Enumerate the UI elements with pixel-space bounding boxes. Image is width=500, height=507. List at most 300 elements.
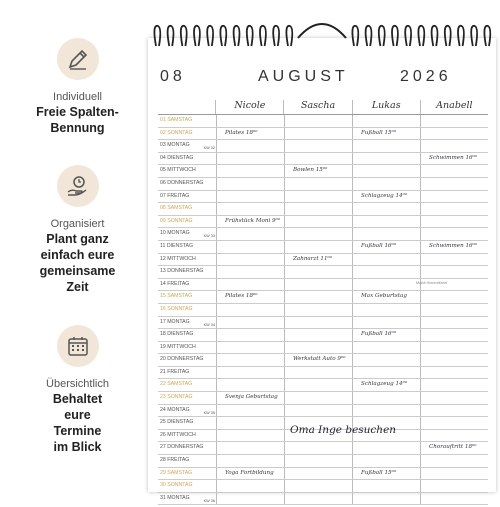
day-row (158, 392, 488, 405)
entry-cell[interactable] (420, 140, 488, 152)
entry-cell[interactable] (420, 115, 488, 127)
day-number: 28 (160, 457, 166, 464)
weekday: SONNTAG (167, 305, 193, 312)
entry-cell[interactable]: Schwimmen 16⁰⁰ (420, 153, 488, 165)
entry-cell[interactable] (420, 430, 488, 442)
weekday: MITTWOCH (167, 255, 196, 262)
entry-cell[interactable]: Pilates 18⁰⁰ (216, 128, 284, 140)
spiral-ring (418, 26, 424, 46)
entry-cell[interactable]: Fußball 15⁰⁰ (352, 468, 420, 480)
feature-main-line: einfach eure (40, 248, 115, 262)
month-number: 08 (160, 68, 186, 85)
day-row (158, 241, 488, 254)
entry-cell[interactable] (216, 493, 284, 505)
entry-cell[interactable]: Schwimmen 16⁰⁰ (420, 241, 488, 253)
day-label (158, 115, 216, 127)
entry-cell[interactable] (420, 379, 488, 391)
day-row (158, 291, 488, 304)
entry-cell[interactable] (352, 342, 420, 354)
column-header[interactable]: Nicole (215, 100, 283, 114)
weekday: MONTAG (167, 230, 190, 237)
weekday: SONNTAG (167, 482, 193, 489)
spiral-ring (168, 26, 174, 46)
calendar-sheet (148, 38, 496, 503)
entry-cell[interactable] (352, 165, 420, 177)
day-label (158, 392, 216, 404)
day-label (158, 405, 216, 417)
day-label (158, 241, 216, 253)
day-number: 14 (160, 280, 166, 287)
spiral-ring (352, 26, 358, 46)
spiral-ring (471, 26, 477, 46)
feature-organisiert (0, 165, 155, 295)
day-label (158, 128, 216, 140)
weekday: SONNTAG (167, 394, 193, 401)
entry-cell[interactable] (420, 417, 488, 429)
day-label (158, 191, 216, 203)
entry-cell[interactable] (352, 493, 420, 505)
calendar-week: KW 34 (203, 322, 215, 327)
entry-cell[interactable]: Frühstück Moni 9⁰⁰ (216, 216, 284, 228)
day-number: 09 (160, 217, 166, 224)
calendar-icon (66, 334, 90, 358)
entry-cell[interactable] (284, 266, 352, 278)
day-row (158, 191, 488, 204)
entry-cell[interactable] (284, 317, 352, 329)
feature-main-line: gemeinsame (39, 264, 116, 278)
entry-cell[interactable] (216, 178, 284, 190)
entry-cell[interactable]: Fußball 16⁰⁰ (352, 241, 420, 253)
entry-cell[interactable] (284, 153, 352, 165)
feature-uebersichtlich (0, 325, 155, 455)
calendar-week: KW 32 (203, 146, 215, 151)
entry-cell[interactable] (420, 468, 488, 480)
entry-cell[interactable] (420, 266, 488, 278)
entry-cell[interactable] (216, 241, 284, 253)
weekday: DONNERSTAG (167, 356, 204, 363)
day-row (158, 115, 488, 128)
entry-cell[interactable] (284, 279, 352, 291)
day-number: 23 (160, 394, 166, 401)
entry-cell[interactable] (420, 203, 488, 215)
entry-cell[interactable] (420, 329, 488, 341)
weekday: DONNERSTAG (167, 268, 204, 275)
weekday: DONNERSTAG (167, 444, 204, 451)
entry-cell[interactable] (352, 455, 420, 467)
weekday: DIENSTAG (166, 242, 193, 249)
spiral-ring (405, 26, 411, 46)
entry-cell[interactable] (352, 367, 420, 379)
day-row (158, 317, 488, 330)
entry-cell[interactable] (352, 266, 420, 278)
entry-cell[interactable] (284, 493, 352, 505)
entry-cell[interactable] (420, 254, 488, 266)
day-row (158, 203, 488, 216)
day-number: 24 (160, 406, 166, 413)
entry-cell[interactable] (420, 354, 488, 366)
day-label (158, 216, 216, 228)
entry-cell[interactable] (216, 480, 284, 492)
hand-clock-icon (66, 174, 90, 198)
weekday: FREITAG (167, 192, 190, 199)
entry-cell[interactable] (352, 354, 420, 366)
entry-cell[interactable] (420, 191, 488, 203)
column-header[interactable]: Anabell (420, 100, 488, 114)
entry-cell[interactable] (352, 480, 420, 492)
year: 2026 (400, 68, 452, 85)
day-label (158, 493, 216, 505)
day-row (158, 178, 488, 191)
day-number: 16 (160, 305, 166, 312)
day-label (158, 228, 216, 240)
entry-cell[interactable]: Chorauftritt 18⁰⁰ (420, 442, 488, 454)
weekday: SONNTAG (167, 129, 193, 136)
day-label (158, 165, 216, 177)
feature-main-line: Freie Spalten- (36, 105, 119, 119)
day-number: 25 (160, 419, 166, 426)
day-number: 19 (160, 343, 166, 350)
entry-cell[interactable] (420, 291, 488, 303)
feature-main-line: im Blick (53, 440, 102, 454)
entry-cell[interactable] (420, 493, 488, 505)
entry-cell[interactable] (216, 317, 284, 329)
feature-main-line: Termine (53, 424, 102, 438)
entry-cell[interactable] (420, 392, 488, 404)
entry-cell[interactable] (216, 115, 284, 127)
day-label (158, 417, 216, 429)
entry-cell[interactable]: Schlagzeug 14⁰⁰ (352, 191, 420, 203)
spiral-ring (379, 26, 385, 46)
day-number: 30 (160, 482, 166, 489)
entry-cell[interactable]: Max Geburtstag (352, 291, 420, 303)
entry-cell[interactable] (352, 178, 420, 190)
entry-cell[interactable]: Pilates 18⁰⁰ (216, 291, 284, 303)
weekday: MITTWOCH (167, 431, 196, 438)
entry-cell[interactable] (420, 165, 488, 177)
day-label (158, 279, 216, 291)
entry-cell[interactable] (284, 480, 352, 492)
entry-cell[interactable] (284, 216, 352, 228)
weekday: SAMSTAG (167, 205, 193, 212)
month-name: AUGUST (258, 68, 349, 85)
day-number: 31 (160, 494, 166, 501)
calendar-week: KW 33 (203, 234, 215, 239)
weekday: SONNTAG (167, 217, 193, 224)
entry-cell[interactable] (420, 342, 488, 354)
feature-main-line: Plant ganz (46, 232, 109, 246)
weekday: MONTAG (167, 318, 190, 325)
calendar-grid (158, 100, 488, 505)
entry-cell[interactable] (352, 254, 420, 266)
spiral-ring (247, 26, 253, 46)
weekday: DONNERSTAG (167, 179, 204, 186)
entry-cell[interactable] (284, 140, 352, 152)
day-label (158, 254, 216, 266)
spiral-ring (458, 26, 464, 46)
day-rows (158, 115, 488, 505)
day-row (158, 266, 488, 279)
weekday: MITTWOCH (167, 343, 196, 350)
spiral-ring (207, 26, 213, 46)
weekday: MONTAG (167, 406, 190, 413)
spiral-ring (260, 26, 266, 46)
day-label (158, 442, 216, 454)
day-row (158, 128, 488, 141)
day-row (158, 493, 488, 506)
entry-cell[interactable] (420, 304, 488, 316)
entry-cell[interactable] (284, 191, 352, 203)
day-row (158, 140, 488, 153)
entry-cell[interactable] (420, 178, 488, 190)
feature-icon-circle (57, 38, 99, 80)
day-row (158, 254, 488, 267)
day-row (158, 367, 488, 380)
feature-icon-circle (57, 165, 99, 207)
day-number: 08 (160, 205, 166, 212)
feature-main-line: Behaltet (52, 392, 103, 406)
entry-cell[interactable]: Yoga Fortbildung (216, 468, 284, 480)
day-number: 20 (160, 356, 166, 363)
entry-cell[interactable] (216, 379, 284, 391)
day-number: 11 (160, 242, 166, 249)
spiral-ring (366, 26, 372, 46)
entry-cell[interactable] (352, 304, 420, 316)
entry-cell[interactable] (284, 241, 352, 253)
entry-cell[interactable] (284, 468, 352, 480)
day-row (158, 405, 488, 418)
entry-cell[interactable] (284, 379, 352, 391)
feature-sub: Individuell (53, 91, 102, 103)
entry-cell[interactable] (352, 442, 420, 454)
weekday: MONTAG (167, 142, 190, 149)
feature-individuell (0, 38, 155, 136)
day-label (158, 140, 216, 152)
entry-cell[interactable] (216, 417, 284, 429)
entry-cell[interactable] (284, 442, 352, 454)
day-number: 18 (160, 331, 166, 338)
entry-cell[interactable] (284, 203, 352, 215)
day-row (158, 468, 488, 481)
day-number: 27 (160, 444, 166, 451)
entry-cell[interactable]: Fußball 15⁰⁰ (352, 128, 420, 140)
column-header-row (158, 100, 488, 115)
entry-cell[interactable]: Bowlen 15⁰⁰ (284, 165, 352, 177)
entry-cell[interactable] (352, 392, 420, 404)
day-label (158, 480, 216, 492)
entry-cell[interactable]: Zahnarzt 11⁰⁰ (284, 254, 352, 266)
entry-cell[interactable] (216, 228, 284, 240)
calendar-header (148, 68, 496, 90)
entry-cell[interactable] (284, 228, 352, 240)
pencil-icon (66, 47, 90, 71)
entry-cell[interactable] (284, 128, 352, 140)
day-number: 21 (160, 368, 166, 375)
entry-cell[interactable] (420, 455, 488, 467)
weekday: SAMSTAG (167, 381, 193, 388)
day-number: 10 (160, 230, 166, 237)
feature-sub: Organisiert (50, 218, 105, 230)
feature-sub: Übersichtlich (46, 378, 109, 390)
entry-cell[interactable] (284, 304, 352, 316)
day-label (158, 291, 216, 303)
day-number: 13 (160, 268, 166, 275)
entry-cell[interactable] (284, 115, 352, 127)
day-number: 06 (160, 179, 166, 186)
date-column-header (158, 100, 215, 114)
entry-cell[interactable] (216, 329, 284, 341)
weekday: FREITAG (167, 280, 190, 287)
weekday: DIENSTAG (167, 419, 194, 426)
entry-cell[interactable] (352, 279, 420, 291)
entry-cell[interactable] (420, 317, 488, 329)
entry-cell[interactable] (352, 140, 420, 152)
feature-main-line: Zeit (66, 280, 89, 294)
day-row (158, 216, 488, 229)
entry-cell[interactable]: Fußball 16⁰⁰ (352, 329, 420, 341)
day-label (158, 455, 216, 467)
day-number: 12 (160, 255, 166, 262)
day-row (158, 304, 488, 317)
entry-cell[interactable] (420, 480, 488, 492)
day-row (158, 329, 488, 342)
day-number: 02 (160, 129, 166, 136)
entry-cell[interactable] (284, 291, 352, 303)
day-label (158, 266, 216, 278)
big-entry: Oma Inge besuchen (290, 424, 397, 436)
entry-cell[interactable] (216, 254, 284, 266)
spiral-ring (181, 26, 187, 46)
weekday: FREITAG (167, 368, 190, 375)
column-header[interactable]: Sascha (283, 100, 351, 114)
entry-cell[interactable] (284, 455, 352, 467)
entry-cell[interactable] (352, 317, 420, 329)
weekday: FREITAG (167, 457, 190, 464)
weekday: MITTWOCH (167, 167, 196, 174)
weekday: SAMSTAG (167, 117, 193, 123)
day-number: 29 (160, 469, 166, 476)
day-label (158, 178, 216, 190)
day-row (158, 342, 488, 355)
spiral-ring (392, 26, 398, 46)
weekday: DIENSTAG (167, 154, 194, 161)
day-row (158, 228, 488, 241)
entry-cell[interactable] (284, 178, 352, 190)
day-label (158, 329, 216, 341)
day-label (158, 203, 216, 215)
day-label (158, 468, 216, 480)
entry-cell[interactable]: Werkstatt Auto 9⁰⁰ (284, 354, 352, 366)
feature-icon-circle (57, 325, 99, 367)
entry-cell[interactable] (216, 266, 284, 278)
day-label (158, 342, 216, 354)
entry-cell[interactable] (216, 191, 284, 203)
day-row (158, 480, 488, 493)
day-label (158, 379, 216, 391)
entry-cell[interactable] (352, 115, 420, 127)
day-row (158, 379, 488, 392)
entry-cell[interactable] (216, 140, 284, 152)
weekday: DIENSTAG (167, 331, 194, 338)
entry-cell[interactable] (284, 342, 352, 354)
entry-cell[interactable]: Schlagzeug 14⁰⁰ (352, 379, 420, 391)
entry-cell[interactable] (216, 279, 284, 291)
entry-cell[interactable] (216, 354, 284, 366)
spiral-ring (445, 26, 451, 46)
entry-cell[interactable] (216, 153, 284, 165)
entry-cell[interactable] (216, 165, 284, 177)
day-number: 03 (160, 142, 166, 149)
day-number: 17 (160, 318, 166, 325)
entry-cell[interactable] (216, 304, 284, 316)
spiral-ring (432, 26, 438, 46)
day-row (158, 153, 488, 166)
entry-cell[interactable] (420, 128, 488, 140)
spiral-ring (273, 26, 279, 46)
entry-cell[interactable] (216, 203, 284, 215)
weekday: MONTAG (167, 494, 190, 501)
day-number: 26 (160, 431, 166, 438)
entry-cell[interactable] (284, 405, 352, 417)
day-row (158, 455, 488, 468)
weekday: SAMSTAG (167, 293, 193, 300)
day-number: 01 (160, 117, 166, 123)
entry-cell[interactable] (420, 405, 488, 417)
hanger-hook (298, 24, 346, 38)
entry-cell[interactable] (284, 367, 352, 379)
spiral-binding (148, 18, 496, 48)
entry-cell[interactable] (420, 216, 488, 228)
day-number: 22 (160, 381, 166, 388)
entry-cell[interactable] (420, 228, 488, 240)
day-number: 04 (160, 154, 166, 161)
entry-cell[interactable] (284, 392, 352, 404)
spiral-ring (154, 26, 160, 46)
entry-cell[interactable] (352, 228, 420, 240)
spiral-ring (220, 26, 226, 46)
day-label (158, 367, 216, 379)
entry-cell[interactable] (216, 430, 284, 442)
weekday: SAMSTAG (167, 469, 193, 476)
entry-cell[interactable] (352, 216, 420, 228)
spiral-ring (234, 26, 240, 46)
entry-cell[interactable] (352, 153, 420, 165)
entry-cell[interactable] (216, 405, 284, 417)
day-label (158, 317, 216, 329)
day-label (158, 304, 216, 316)
day-label (158, 354, 216, 366)
entry-cell[interactable] (216, 442, 284, 454)
entry-cell[interactable] (216, 342, 284, 354)
entry-cell[interactable] (352, 203, 420, 215)
column-header[interactable]: Lukas (352, 100, 420, 114)
day-number: 05 (160, 167, 166, 174)
day-number: 07 (160, 192, 166, 199)
day-label (158, 153, 216, 165)
day-row (158, 165, 488, 178)
holiday-note: Mariä Himmelfahrt (416, 281, 448, 285)
entry-cell[interactable] (284, 329, 352, 341)
entry-cell[interactable] (352, 405, 420, 417)
feature-main-line: eure (64, 408, 91, 422)
entry-cell[interactable] (216, 455, 284, 467)
entry-cell[interactable] (420, 367, 488, 379)
entry-cell[interactable]: Svenja Geburtstag (216, 392, 284, 404)
spiral-ring (194, 26, 200, 46)
entry-cell[interactable] (216, 367, 284, 379)
day-number: 15 (160, 293, 166, 300)
day-row (158, 442, 488, 455)
spiral-ring (484, 26, 490, 46)
